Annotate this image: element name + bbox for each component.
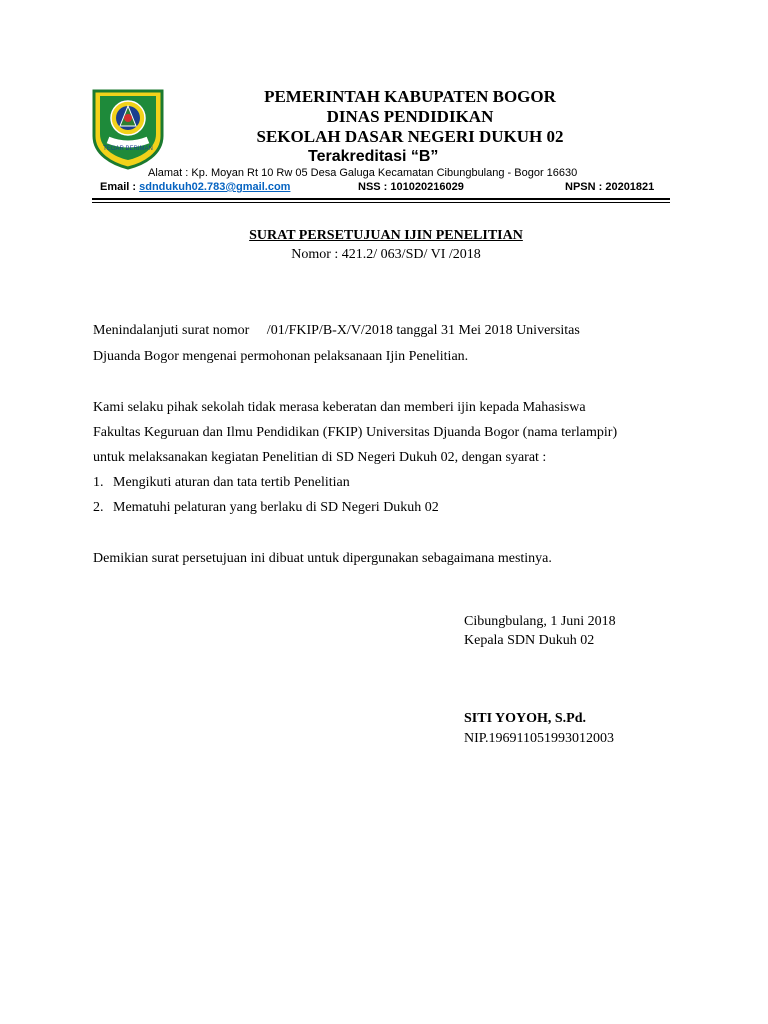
place-date: Cibungbulang, 1 Juni 2018 [464,614,616,629]
signer-position: Kepala SDN Dukuh 02 [464,633,595,648]
list-text: Mengikuti aturan dan tata tertib Penelitian [113,475,350,490]
department-name: DINAS PENDIDIKAN [326,107,494,126]
letterhead-divider-thick [92,198,670,200]
letter-number: Nomor : 421.2/ 063/SD/ VI /2018 [291,247,481,262]
list-item [93,475,350,491]
government-name: PEMERINTAH KABUPATEN BOGOR [264,87,556,106]
list-text: Mematuhi pelaturan yang berlaku di SD Negeri Dukuh 02 [113,500,439,515]
email-label: Email : [100,181,140,193]
email-link[interactable]: sdndukuh02.783@gmail.com [139,181,291,193]
school-address: Alamat : Kp. Moyan Rt 10 Rw 05 Desa Galuga Kecamatan Cibungbulang - Bogor 16630 [148,167,578,179]
nss-number: NSS : 101020216029 [358,181,464,193]
paragraph-2-line-1: Kami selaku pihak sekolah tidak merasa keberatan dan memberi ijin kepada Mahasiswa [93,400,586,415]
paragraph-2-line-3: untuk melaksanakan kegiatan Penelitian di SD Negeri Dukuh 02, dengan syarat : [93,450,547,465]
signer-nip: NIP.196911051993012003 [464,731,614,746]
coat-of-arms-icon [92,88,164,170]
school-logo [92,88,164,170]
accreditation: Terakreditasi “B” [308,148,439,165]
school-name: SEKOLAH DASAR NEGERI DUKUH 02 [256,127,564,146]
paragraph-1-line-1: Menindalanjuti surat nomor /01/FKIP/B-X/V/2018 tanggal 31 Mei 2018 Universitas [93,323,580,338]
letter-title: SURAT PERSETUJUAN IJIN PENELITIAN [249,228,523,243]
npsn-number: NPSN : 20201821 [565,181,655,193]
paragraph-2-line-2: Fakultas Keguruan dan Ilmu Pendidikan (FKIP) Universitas Djuanda Bogor (nama terlampir) [93,425,618,440]
list-number: 1. [93,475,104,490]
list-item [93,500,439,516]
closing-statement: Demikian surat persetujuan ini dibuat untuk dipergunakan sebagaimana mestinya. [93,551,552,566]
logo-motto: TEGAR BERIMAN [103,146,153,152]
signer-name: SITI YOYOH, S.Pd. [464,711,587,726]
letterhead-divider-thin [92,202,670,203]
paragraph-1-line-2: Djuanda Bogor mengenai permohonan pelaksanaan Ijin Penelitian. [93,349,469,364]
list-number: 2. [93,500,104,515]
